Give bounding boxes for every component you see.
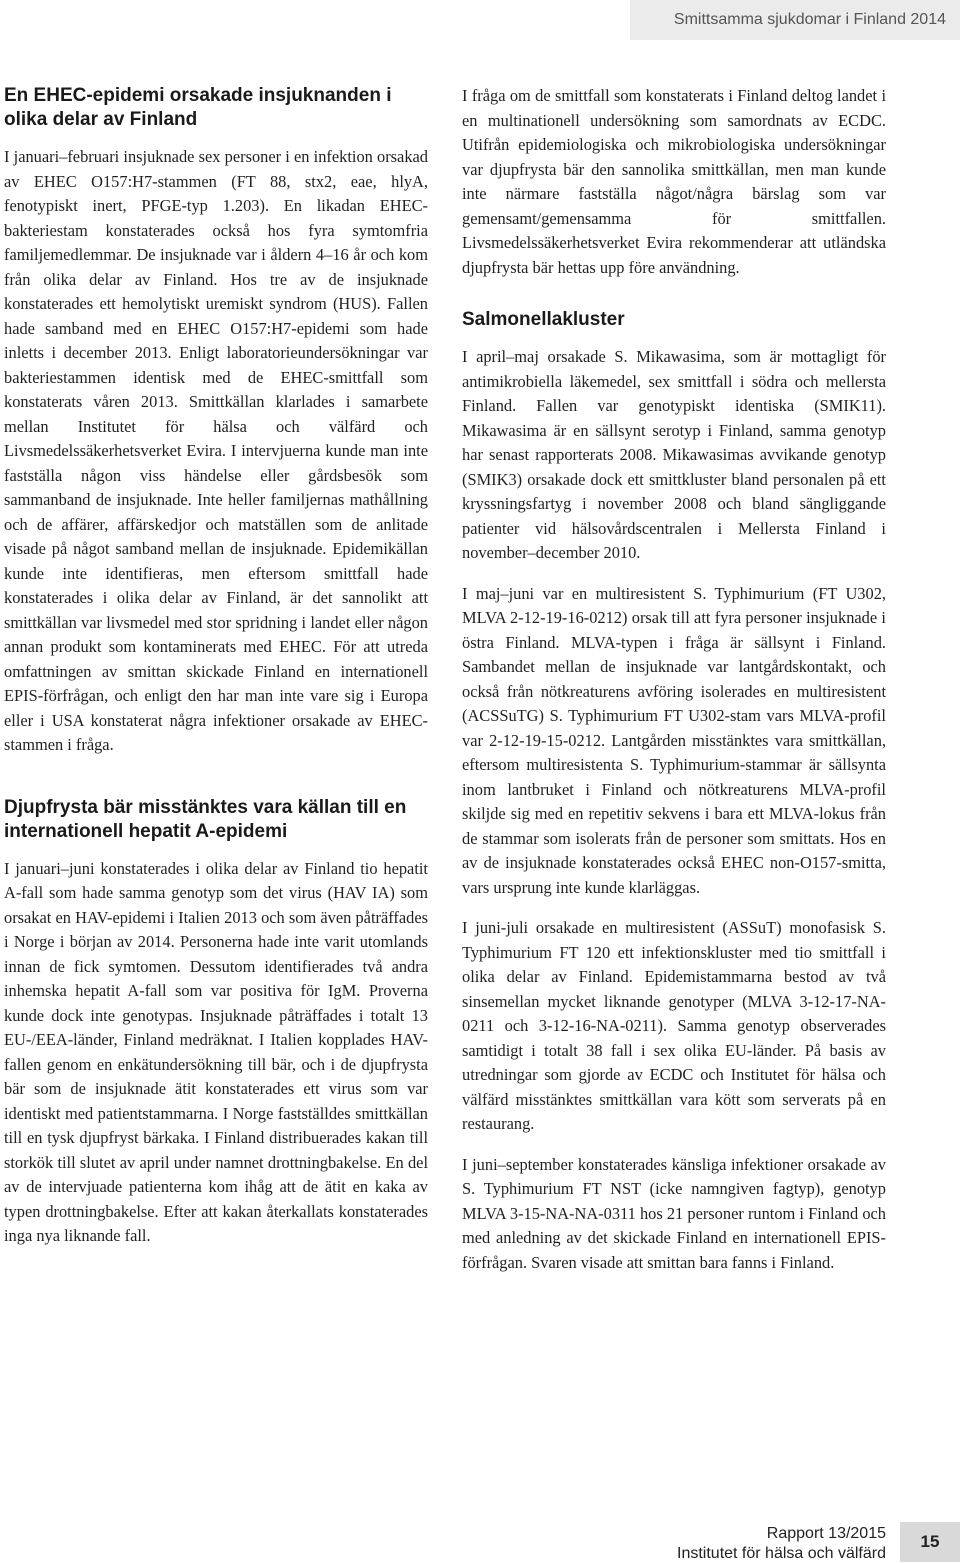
paragraph-ecdc: I fråga om de smittfall som konstaterats i Finland deltog landet i en multinationell undersökning som samordnats av ECDC. Utifrån epidemiologiska och mikrobiologiska undersökningar var djupfrysta bär den sannolika smittkällan, men man kunde inte närmare fastställa något/några bärslag som var gemensamt/gemensamma för smittfallen. Livsmedelssäkerhetsverket Evira rekommenderar att utländska djupfrysta bär hettas upp före användning.: [462, 86, 886, 277]
left-column: [4, 84, 428, 1265]
section-heading-salmonella: Salmonellakluster: [462, 309, 625, 330]
footer: [677, 1524, 886, 1564]
running-header: [630, 0, 960, 40]
paragraph-ehec: I januari–februari insjuknade sex personer i en infektion orsakad av EHEC O157:H7-stammen (FT 88, stx2, eae, hlyA, fenotypiskt inert, PFGE-typ 1.203). En likadan EHEC-bakteriestam konstaterades också hos fyra symtomfria familjemedlemmar. De insjuknade var i åldern 4–16 år och kom från olika delar av Finland. Hos tre av de insjuknade konstaterades ett hemolytiskt uremiskt syndrom (HUS). Fallen hade samband med en EHEC O157:H7-epidemi som hade inletts i december 2013. Enligt laboratorieundersökningar var bakteriestammen identisk med de EHEC-smittfall som konstaterats våren 2013. Smittkällan klarlades i samarbete mellan Institutet för hälsa och välfärd och Livsmedelssäkerhetsverket Evira. I intervjuerna kunde man inte fastställa någon viss händelse eller gårdsbesök som sammanband de insjuknade. Inte heller familjernas mathållning och de affärer, affärskedjor och matställen som de anlitade visade på något samband mellan de insjuknade. Epidemikällan kunde inte identifieras, men eftersom smittfall hade konstaterades i olika delar av Finland, är det sannolikt att smittkällan var livsmedel med stor spridning i landet eller någon annan produkt som kontaminerats med EHEC. För att utreda omfattningen av smittan skickade Finland en internationell EPIS-förfrågan, och enligt den har man inte vare sig i Europa eller i USA konstaterat några infektioner orsakade av EHEC-stammen i fråga.: [4, 147, 428, 754]
paragraph-typhimurium-nst: I juni–september konstaterades känsliga infektioner orsakade av S. Typhimurium FT NST (icke namngiven fagtyp), genotyp MLVA 3-15-NA-NA-0311 hos 21 personer runtom i Finland och med anledning av det skickade Finland en internationell EPIS-förfrågan. Svaren visade att smittan bara fanns i Finland.: [462, 1154, 886, 1272]
page-number: 15: [900, 1522, 960, 1562]
running-title: Smittsamma sjukdomar i Finland 2014: [673, 11, 946, 28]
right-column: [462, 84, 886, 1291]
paragraph-mikawasima: I april–maj orsakade S. Mikawasima, som är mottagligt för antimikrobiella läkemedel, sex smittfall i södra och mellersta Finland. Fallen var genotypiskt identiska (SMIK11). Mikawasima är en sällsynt serotyp i Finland, samma genotyp har senast rapporterats 2008. Mikawasimas avvikande genotyp (SMIK3) orsakade dock ett smittkluster bland personalen på ett kryssningsfartyg i november 2008 och bland sängliggande patienter vid hälsovårdscentralen i Mellersta Finland i november–december 2010.: [462, 347, 886, 562]
paragraph-typhimurium-u302: I maj–juni var en multiresistent S. Typhimurium (FT U302, MLVA 2-12-19-16-0212) orsak till att fyra personer insjuknade i östra Finland. MLVA-typen i fråga är sällsynt i Finland. Sambandet mellan de insjuknade var lantgårdskontakt, och också från nötkreaturens avföring isolerades en multiresistent (ACSSuTG) S. Typhimurium FT U302-stam vars MLVA-profil var 2-12-19-15-0212. Lantgården misstänktes vara smittkällan, eftersom multiresistenta S. Typhimurium-stammar är sällsynta inom lantbruket i Finland och nötkreaturens MLVA-profil skiljde sig med en repetitiv sekvens i bara ett MLVA-lokus från de stammar som isolerats från de personer som smittats. Hos en av de insjuknade konstaterades också EHEC non-O157-smitta, vars ursprung inte kunde klarläggas.: [462, 583, 886, 897]
institute-name: Institutet för hälsa och välfärd: [677, 1545, 886, 1562]
section-heading-ehec: En EHEC-epidemi orsakade insjuknanden i olika delar av Finland: [4, 85, 392, 130]
paragraph-hepatit: I januari–juni konstaterades i olika delar av Finland tio hepatit A-fall som hade samma genotyp som det virus (HAV IA) som orsakat en HAV-epidemi i Italien 2013 och som även påträffades i Norge i början av 2014. Personerna hade inte varit utomlands innan de fick symtomen. Dessutom identifierades två andra inhemska hepatit A-fall som var positiva för IgM. Proverna kunde dock inte genotypas. Insjuknade påträffades i totalt 13 EU-/EEA-länder, Finland medräknat. I Italien kopplades HAV-fallen genom en enkätundersökning till bär, och i de djupfrysta bär som de insjuknade ätit konstaterades ett virus som var identiskt med patientstammarna. I Norge fastställdes smittkällan till en tysk djupfryst bärkaka. I Finland distribuerades kakan till storkök till slutet av april under namnet drottningbakelse. En del av de intervjuade patienterna kom ihåg att de ätit en kaka av typen drottningbakelse. Efter att kakan återkallats konstaterades inga nya liknande fall.: [4, 858, 428, 1245]
section-heading-hepatit: Djupfrysta bär misstänktes vara källan till en internationell hepatit A-epidemi: [4, 796, 407, 842]
report-number: Rapport 13/2015: [766, 1525, 886, 1542]
paragraph-typhimurium-ft120: I juni-juli orsakade en multiresistent (ASSuT) monofasisk S. Typhimurium FT 120 ett infektionskluster med tio smittfall i olika delar av Finland. Epidemistammarna bestod av två sinsemellan mycket liknande genotyper (MLVA 3-12-17-NA-0211 och 3-12-16-NA-0211). Samma genotyp observerades samtidigt i totalt 38 fall i sex olika EU-länder. På basis av utredningar som gjorde av ECDC och Institutet för hälsa och välfärd misstänktes smittkällan vara kött som serverats på en restaurang.: [462, 918, 886, 1133]
